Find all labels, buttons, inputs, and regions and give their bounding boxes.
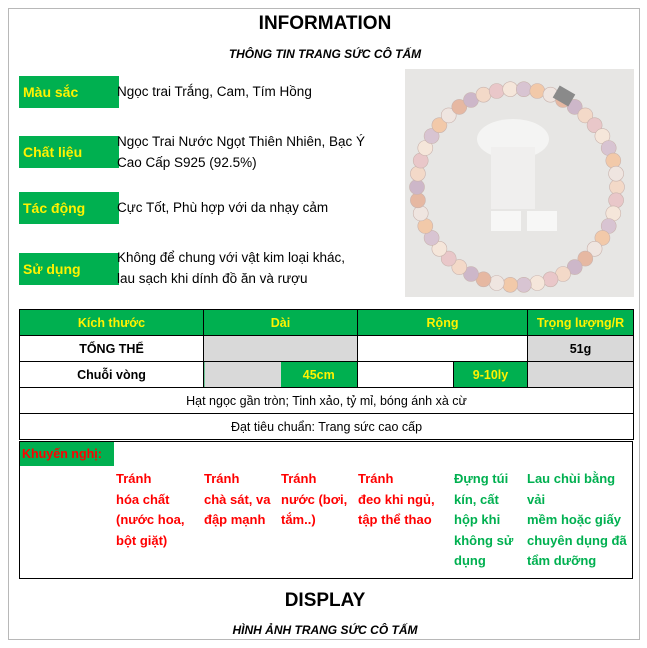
header-size: Kích thước <box>20 310 204 336</box>
value-usage-line: Không để chung với vật kim loại khác, <box>117 250 345 265</box>
pearl <box>410 193 425 208</box>
chain-length: 45cm <box>302 367 335 382</box>
label-material: Chất liệu <box>19 136 119 168</box>
value-color <box>117 81 387 102</box>
value-material-line: Cao Cấp S925 (92.5%) <box>117 155 257 170</box>
rec-line: nước (bơi, <box>281 491 348 507</box>
spec-total-row <box>20 336 634 362</box>
pearl <box>476 87 491 102</box>
pearl <box>530 276 545 291</box>
label-color: Màu sắc <box>19 76 119 108</box>
pearl <box>516 82 531 97</box>
pearl <box>606 153 621 168</box>
rec-line: chuyên dụng đã <box>527 532 627 548</box>
rec-line: chà sát, va <box>204 491 271 507</box>
total-label: TỔNG THỂ <box>20 336 204 362</box>
pearl <box>530 84 545 99</box>
recommendation-item <box>527 469 632 572</box>
display-subtitle: HÌNH ẢNH TRANG SỨC CÔ TẤM <box>232 623 418 637</box>
rec-line: dụng <box>454 553 486 568</box>
rec-line: Đựng túi <box>454 471 509 486</box>
pearl <box>609 193 624 208</box>
chain-label: Chuỗi vòng <box>20 362 204 388</box>
rec-line: Tránh <box>204 471 240 486</box>
pearl <box>609 166 624 181</box>
total-width-cell <box>358 336 528 362</box>
product-sheet <box>8 8 640 640</box>
recommendation-item <box>358 469 435 531</box>
chain-width-blank <box>358 362 454 388</box>
value-color-line: Ngọc trai Trắng, Cam, Tím Hồng <box>117 84 312 99</box>
rec-line: kín, cất <box>454 491 499 507</box>
product-photo <box>405 69 634 297</box>
rec-line: Tránh <box>116 471 152 486</box>
rec-line: mềm hoặc giấy <box>527 512 621 527</box>
feature-text-2: Đạt tiêu chuẩn: Trang sức cao cấp <box>20 414 634 440</box>
feature-text-1: Hạt ngọc gần tròn; Tinh xảo, tỷ mỉ, bóng ánh xà cừ <box>20 388 634 414</box>
display-title: DISPLAY <box>284 590 366 611</box>
rec-line: Lau chùi bằng vải <box>527 471 616 507</box>
pearl <box>489 84 504 99</box>
pearl <box>543 272 558 287</box>
chain-length-cell <box>204 362 358 388</box>
header-length: Dài <box>204 310 358 336</box>
value-usage <box>117 247 387 289</box>
header-width: Rộng <box>358 310 528 336</box>
recommendation-label: Khuyến nghị: <box>20 442 114 466</box>
rec-line: bột giặt) <box>116 532 168 548</box>
rec-line: tắm..) <box>281 512 316 527</box>
pearl <box>489 276 504 291</box>
recommendation-item <box>454 469 513 572</box>
value-material-line: Ngọc Trai Nước Ngọt Thiên Nhiên, Bạc Ý <box>117 134 365 149</box>
spec-table <box>19 309 634 440</box>
rec-line: tập thể thao <box>358 512 432 527</box>
total-weight: 51g <box>528 336 634 362</box>
pearl <box>610 180 625 195</box>
feature-row-1 <box>20 388 634 414</box>
label-usage: Sử dụng <box>19 253 119 285</box>
rec-line: Tránh <box>358 471 394 486</box>
recommendation-item <box>116 469 185 551</box>
chain-weight-cell <box>528 362 634 388</box>
pearl-necklace-image <box>405 69 634 297</box>
recommendation-box <box>19 441 633 579</box>
rec-line: hóa chất <box>116 491 170 507</box>
total-length-cell <box>204 336 358 362</box>
spec-header-row <box>20 310 634 336</box>
recommendation-item <box>204 469 271 531</box>
header-weight: Trọng lượng/R <box>528 310 634 336</box>
pearl <box>410 180 425 195</box>
rec-line: hộp khi <box>454 512 501 527</box>
pearl <box>410 166 425 181</box>
information-subtitle: THÔNG TIN TRANG SỨC CÔ TẤM <box>228 47 422 61</box>
pearl <box>413 206 428 221</box>
pearl <box>516 277 531 292</box>
value-effect-line: Cực Tốt, Phù hợp với da nhạy cảm <box>117 200 329 215</box>
rec-line: đập mạnh <box>204 512 266 527</box>
feature-row-2 <box>20 414 634 440</box>
spec-chain-row <box>20 362 634 388</box>
value-usage-line: lau sạch khi dính đồ ăn và rượu <box>117 271 308 286</box>
pearl <box>503 82 518 97</box>
value-material <box>117 131 387 173</box>
rec-line: Tránh <box>281 471 317 486</box>
information-title: INFORMATION <box>258 13 392 34</box>
rec-line: (nước hoa, <box>116 512 185 527</box>
rec-line: tẩm dưỡng <box>527 553 597 568</box>
label-effect: Tác động <box>19 192 119 224</box>
rec-line: đeo khi ngủ, <box>358 491 435 507</box>
chain-width: 9-10ly <box>454 362 528 388</box>
value-effect <box>117 197 387 218</box>
recommendation-item <box>281 469 347 531</box>
pearl <box>503 277 518 292</box>
rec-line: không sử <box>454 532 514 548</box>
